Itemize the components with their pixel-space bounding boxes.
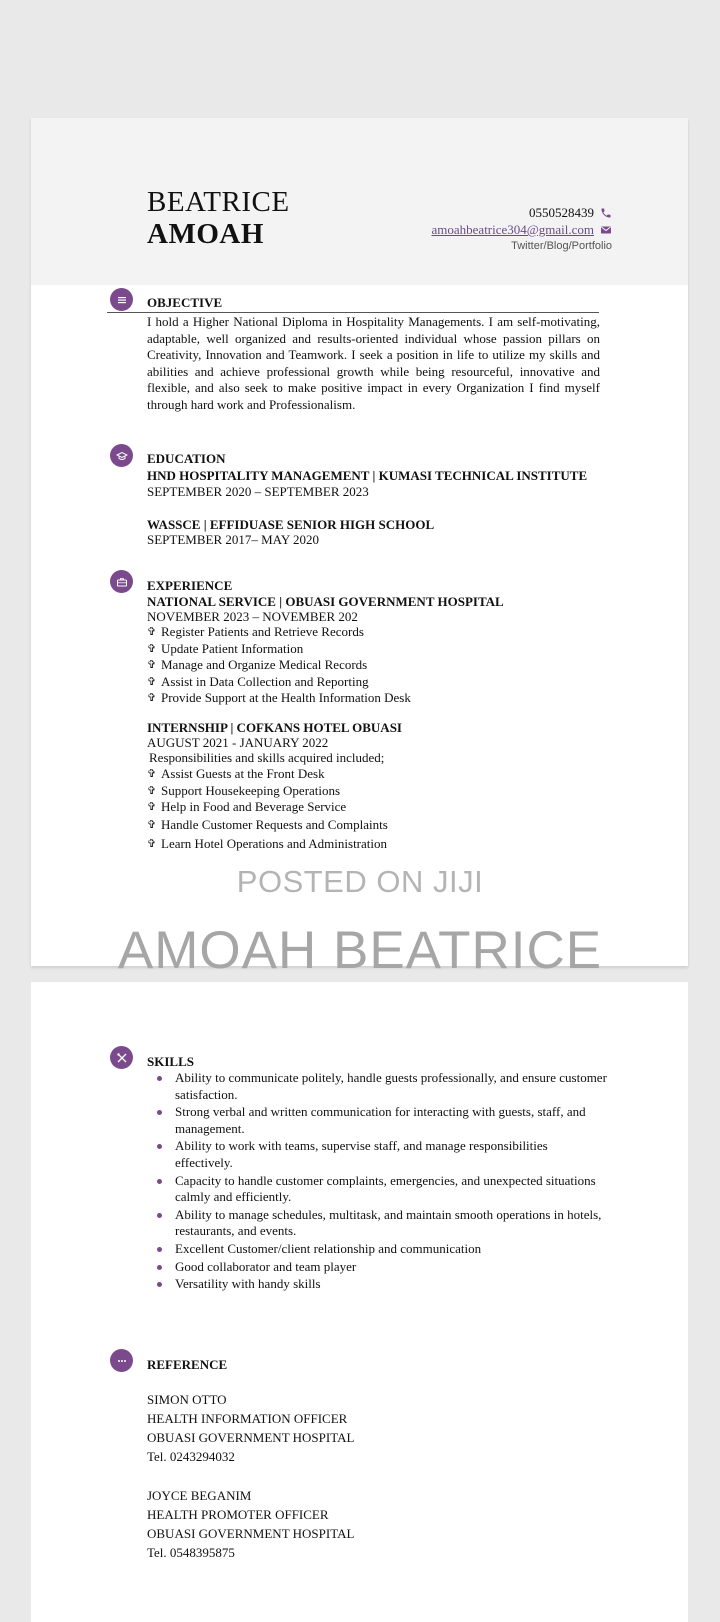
tools-icon — [110, 1046, 133, 1069]
bullet-icon — [157, 1144, 162, 1149]
bullet-icon: ✞ — [147, 801, 157, 814]
bullet-icon: ✞ — [147, 784, 157, 797]
bullet-icon — [157, 1179, 162, 1184]
list-item: ✞ Register Patients and Retrieve Records — [147, 624, 364, 639]
reference-organization: OBUASI GOVERNMENT HOSPITAL — [147, 1526, 355, 1541]
list-item: ✞ Assist in Data Collection and Reporting — [147, 673, 369, 689]
bullet-icon — [157, 1076, 162, 1081]
list-item: Strong verbal and written communication for interacting with guests, staff, and management. — [147, 1104, 607, 1137]
list-item: Ability to manage schedules, multitask, and maintain smooth operations in hotels, restaurants, and events. — [147, 1207, 607, 1240]
bullet-icon — [157, 1282, 162, 1287]
experience-entry-title: NATIONAL SERVICE | OBUASI GOVERNMENT HOSPITAL — [147, 594, 504, 609]
list-item: ✞ Help in Food and Beverage Service — [147, 799, 347, 815]
resume-page-1 — [31, 118, 688, 966]
reference-entry — [147, 1390, 354, 1466]
bullet-icon: ✞ — [147, 818, 157, 831]
experience-entry-intro: Responsibilities and skills acquired included; — [149, 750, 385, 765]
bullet-icon: ✞ — [147, 626, 157, 638]
bullet-icon: ✞ — [147, 659, 157, 672]
bullet-icon: ✞ — [147, 642, 157, 655]
education-entry-dates: SEPTEMBER 2020 – SEPTEMBER 2023 — [147, 484, 369, 499]
first-name: BEATRICE — [147, 186, 290, 218]
watermark-name: AMOAH BEATRICE — [117, 921, 603, 980]
list-item: Good collaborator and team player — [147, 1259, 607, 1276]
list-item: ✞ Handle Customer Requests and Complaints — [147, 816, 388, 832]
reference-organization: OBUASI GOVERNMENT HOSPITAL — [147, 1430, 355, 1445]
experience-entry-title: INTERNSHIP | COFKANS HOTEL OBUASI — [147, 720, 402, 735]
bullet-icon: ✞ — [147, 675, 157, 688]
list-icon — [110, 288, 133, 311]
list-item: ✞ Learn Hotel Operations and Administration — [147, 835, 388, 851]
education-entry-dates: SEPTEMBER 2017– MAY 2020 — [147, 532, 320, 547]
list-item: Ability to communicate politely, handle guests professionally, and ensure customer satisfaction. — [147, 1070, 607, 1103]
watermark-posted-on-jiji: POSTED ON JIJI — [236, 864, 484, 899]
education-entry-title: WASSCE | EFFIDUASE SENIOR HIGH SCHOOL — [147, 517, 435, 532]
reference-role: HEALTH INFORMATION OFFICER — [147, 1411, 348, 1426]
contact-info — [432, 204, 613, 255]
experience-task-list — [147, 624, 411, 707]
reference-name: SIMON OTTO — [147, 1392, 227, 1407]
graduation-cap-icon — [110, 444, 133, 467]
list-item: ✞ Assist Guests at the Front Desk — [147, 766, 325, 781]
ellipsis-icon — [110, 1349, 133, 1372]
bullet-icon — [157, 1265, 162, 1270]
experience-entry-dates: NOVEMBER 2023 – NOVEMBER 202 — [147, 609, 358, 624]
experience-entry-dates: AUGUST 2021 - JANUARY 2022 — [147, 735, 329, 750]
skills-title: SKILLS — [147, 1054, 194, 1069]
bullet-icon — [157, 1110, 162, 1115]
reference-phone: Tel. 0548395875 — [147, 1545, 235, 1560]
bullet-icon — [157, 1213, 162, 1218]
bullet-icon: ✞ — [147, 768, 157, 780]
briefcase-icon — [110, 570, 133, 593]
list-item: Capacity to handle customer complaints, emergencies, and unexpected situations calmly and efficiently. — [147, 1173, 607, 1206]
reference-entry — [147, 1486, 354, 1562]
reference-title: REFERENCE — [147, 1357, 228, 1372]
objective-divider — [107, 312, 599, 313]
bullet-icon: ✞ — [147, 692, 157, 705]
reference-role: HEALTH PROMOTER OFFICER — [147, 1507, 329, 1522]
list-item: ✞ Manage and Organize Medical Records — [147, 657, 368, 673]
education-entry-title: HND HOSPITALITY MANAGEMENT | KUMASI TECHNICAL INSTITUTE — [147, 468, 588, 483]
list-item: ✞ Support Housekeeping Operations — [147, 782, 341, 798]
header-band — [31, 118, 688, 285]
experience-title: EXPERIENCE — [147, 578, 233, 593]
skills-list — [147, 1070, 607, 1294]
phone-icon — [600, 207, 612, 219]
list-item: ✞ Provide Support at the Health Information Desk — [147, 690, 411, 706]
bullet-icon — [157, 1247, 162, 1252]
reference-name: JOYCE BEGANIM — [147, 1488, 252, 1503]
list-item: Ability to work with teams, supervise staff, and manage responsibilities effectively. — [147, 1138, 607, 1171]
phone-number: 0550528439 — [529, 205, 594, 220]
list-item: ✞ Update Patient Information — [147, 640, 304, 656]
objective-text: I hold a Higher National Diploma in Hospitality Managements. I am self-motivating, adaptable, well organized and results-oriented individual whose passion pillars on Creativity, Innovation and Teamwork. I seek a position in life to utilize my skills and abilities and achieve professional growth while being resourceful, innovative and flexible, and also seek to make positive impact in every Organization I find myself through hard work and Professionalism. — [147, 314, 600, 412]
bullet-icon: ✞ — [147, 837, 157, 850]
email-link[interactable]: amoahbeatrice304@gmail.com — [431, 222, 594, 237]
education-title: EDUCATION — [147, 451, 226, 466]
resume-page-2 — [31, 982, 688, 1622]
social-links[interactable]: Twitter/Blog/Portfolio — [511, 240, 612, 252]
last-name: AMOAH — [147, 218, 264, 250]
reference-phone: Tel. 0243294032 — [147, 1449, 235, 1464]
objective-title: OBJECTIVE — [147, 295, 223, 310]
list-item: Excellent Customer/client relationship and communication — [147, 1241, 607, 1258]
experience-task-list — [147, 766, 388, 854]
list-item: Versatility with handy skills — [147, 1276, 607, 1293]
envelope-icon — [600, 224, 612, 236]
